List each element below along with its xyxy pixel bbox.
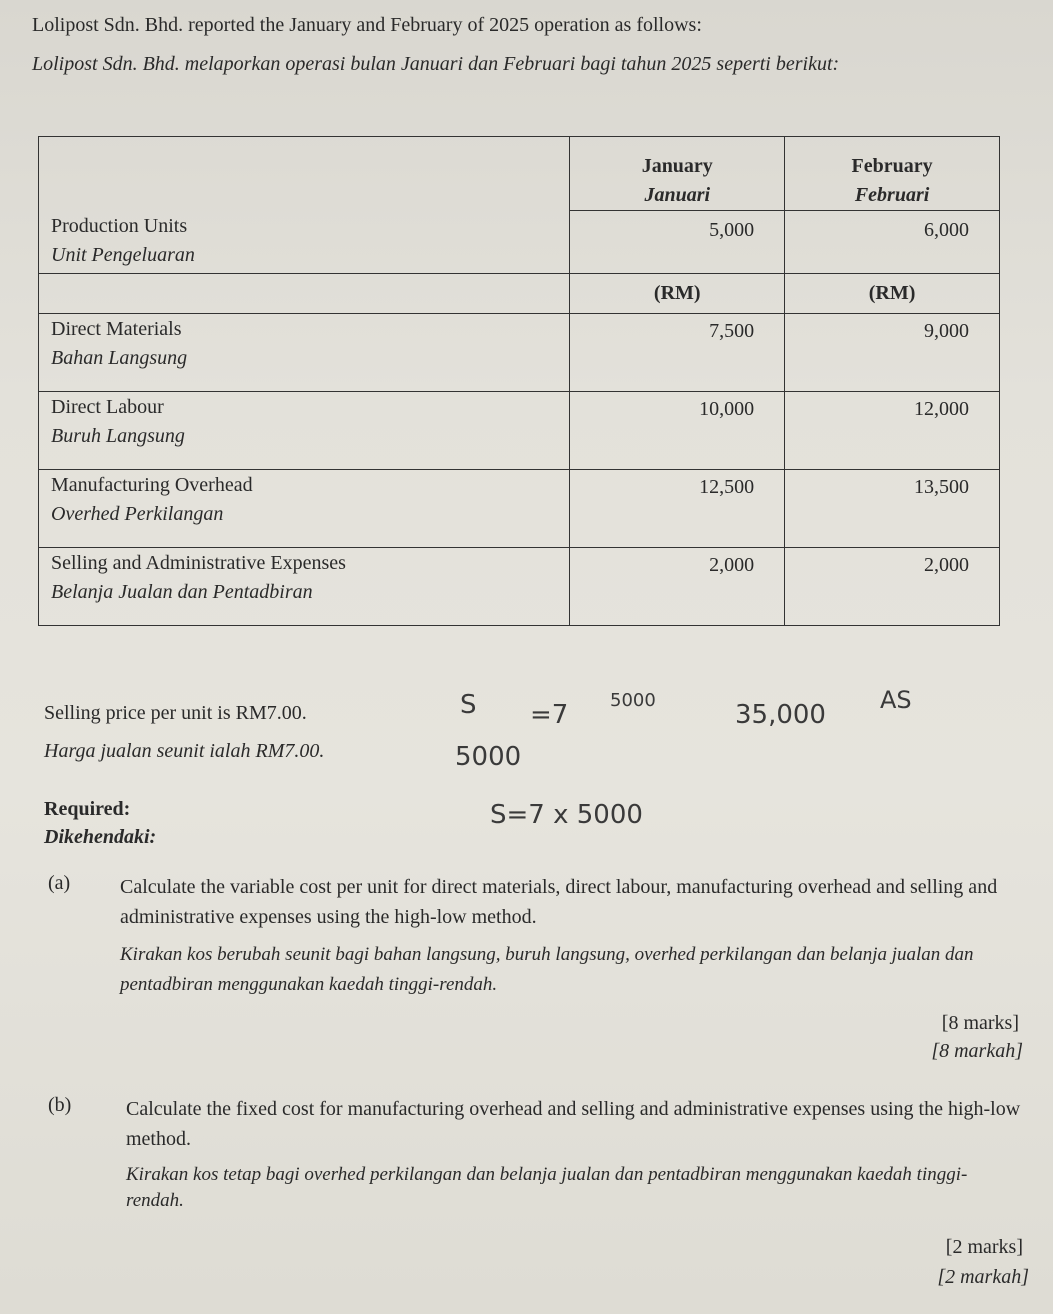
header-january-en: January <box>641 155 713 177</box>
row-value-january: 10,000 <box>570 392 785 470</box>
header-february-ms: Februari <box>854 184 930 206</box>
question-a-marks-ms: [8 markah] <box>931 1040 1023 1062</box>
header-february <box>785 137 999 211</box>
intro-english: Lolipost Sdn. Bhd. reported the January and February of 2025 operation as follows: <box>32 14 702 36</box>
row-label-ms: Bahan Langsung <box>51 347 188 369</box>
table-row <box>39 470 1000 548</box>
question-b-ms: Kirakan kos tetap bagi overhed perkilangan dan belanja jualan dan pentadbiran menggunakan kaedah tinggi-rendah. <box>126 1164 968 1211</box>
table-row <box>39 314 1000 392</box>
table-row <box>39 392 1000 470</box>
selling-price-note-en: Selling price per unit is RM7.00. <box>44 702 307 724</box>
row-label-en: Selling and Administrative Expenses <box>51 552 346 574</box>
row-value-january: 2,000 <box>570 548 785 626</box>
currency-blank-cell <box>39 274 570 314</box>
question-a-marks-en: [8 marks] <box>941 1012 1019 1034</box>
currency-february: (RM) <box>785 274 1000 314</box>
handwriting-note: 5000 <box>455 742 522 772</box>
row-label-cell <box>39 314 570 392</box>
question-a-label: (a) <box>48 872 71 894</box>
table-row-currency <box>39 274 1000 314</box>
header-january-ms: Januari <box>644 184 711 206</box>
row-label-ms: Unit Pengeluaran <box>51 244 195 266</box>
february-column <box>785 137 1000 274</box>
row-label-en: Production Units <box>51 215 188 237</box>
row-label-en: Manufacturing Overhead <box>51 474 253 496</box>
question-a-ms: Kirakan kos berubah seunit bagi bahan langsung, buruh langsung, overhed perkilangan dan belanja jualan dan pentadbiran menggunakan kaedah tinggi-rendah. <box>120 944 974 995</box>
header-january <box>570 137 784 211</box>
handwriting-note: 35,000 <box>735 700 826 730</box>
header-february-en: February <box>851 155 933 177</box>
handwriting-note: =7 <box>530 700 569 730</box>
row-label-en: Direct Labour <box>51 396 164 418</box>
handwriting-note: AS <box>880 686 912 714</box>
question-a-en: Calculate the variable cost per unit for direct materials, direct labour, manufacturing overhead and selling and administrative expenses using the high-low method. <box>120 876 998 928</box>
table-row-production <box>39 137 1000 274</box>
operations-table <box>38 136 1000 626</box>
row-value-february: 12,000 <box>785 392 1000 470</box>
row-value-january: 12,500 <box>570 470 785 548</box>
row-label-cell <box>39 470 570 548</box>
row-label-ms: Buruh Langsung <box>51 425 185 447</box>
question-b-marks-en: [2 marks] <box>945 1236 1023 1258</box>
row-value-february: 9,000 <box>785 314 1000 392</box>
question-b-label: (b) <box>48 1094 72 1116</box>
row-value-january: 7,500 <box>570 314 785 392</box>
january-column <box>570 137 785 274</box>
production-label-cell <box>39 137 570 274</box>
production-february-value: 6,000 <box>924 219 969 241</box>
table-row <box>39 548 1000 626</box>
row-label-ms: Overhed Perkilangan <box>51 503 224 525</box>
row-label-cell <box>39 548 570 626</box>
selling-price-note-ms: Harga jualan seunit ialah RM7.00. <box>44 740 325 762</box>
row-label-cell <box>39 392 570 470</box>
production-january-value: 5,000 <box>709 219 755 241</box>
row-value-february: 13,500 <box>785 470 1000 548</box>
currency-january: (RM) <box>570 274 785 314</box>
question-b-marks-ms: [2 markah] <box>937 1266 1029 1288</box>
row-label-en: Direct Materials <box>51 318 182 340</box>
handwriting-note: S=7 x 5000 <box>490 800 643 830</box>
handwriting-note: 5000 <box>610 690 656 711</box>
intro-malay: Lolipost Sdn. Bhd. melaporkan operasi bulan Januari dan Februari bagi tahun 2025 seperti berikut: <box>32 53 840 75</box>
row-value-february: 2,000 <box>785 548 1000 626</box>
question-b-en: Calculate the fixed cost for manufacturing overhead and selling and administrative expenses using the high-low method. <box>126 1098 1021 1150</box>
required-heading-en: Required: <box>44 798 131 820</box>
required-heading-ms: Dikehendaki: <box>44 826 157 848</box>
handwriting-note: S <box>460 690 477 720</box>
row-label-ms: Belanja Jualan dan Pentadbiran <box>51 581 313 603</box>
